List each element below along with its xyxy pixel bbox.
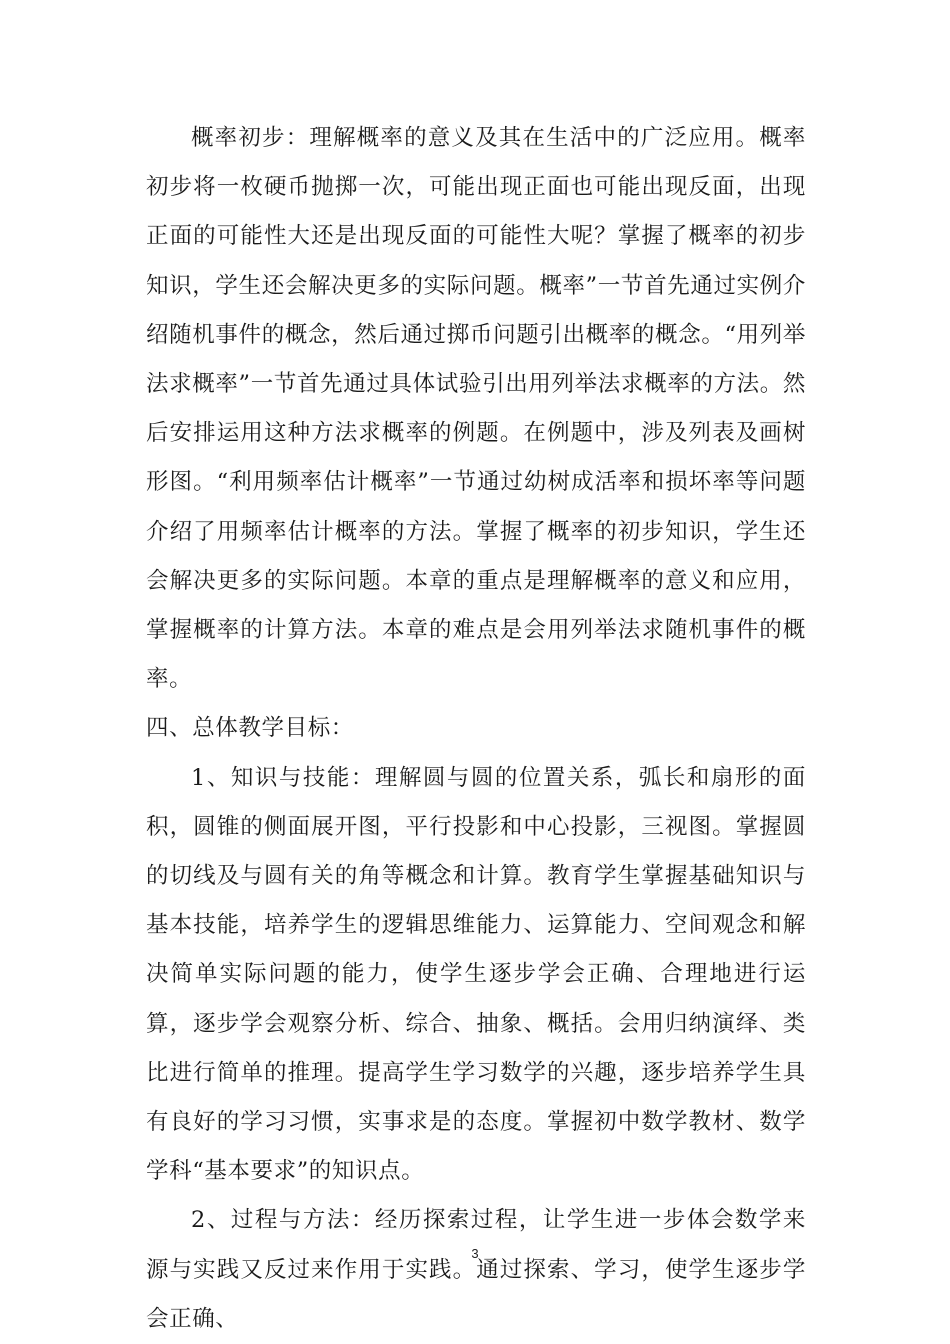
page-number: 3: [471, 1246, 479, 1261]
document-body: [146, 114, 806, 1344]
paragraph-probability-intro: 概率初步：理解概率的意义及其在生活中的广泛应用。概率初步将一枚硬币抛掷一次，可能出现正面也可能出现反面，出现正面的可能性大还是出现反面的可能性大呢？掌握了概率的初步知识，学生还会解决更多的实际问题。概率”一节首先通过实例介绍随机事件的概念，然后通过掷币问题引出概率的概念。“用列举法求概率”一节首先通过具体试验引出用列举法求概率的方法。然后安排运用这种方法求概率的例题。在例题中，涉及列表及画树形图。“利用频率估计概率”一节通过幼树成活率和损坏率等问题介绍了用频率估计概率的方法。掌握了概率的初步知识，学生还会解决更多的实际问题。本章的重点是理解概率的意义和应用，掌握概率的计算方法。本章的难点是会用列举法求随机事件的概率。: [146, 125, 806, 693]
section-heading-teaching-goals: 四、总体教学目标：: [146, 715, 354, 742]
paragraph-knowledge-skills: 1、知识与技能：理解圆与圆的位置关系，弧长和扇形的面积，圆锥的侧面展开图，平行投影和中心投影，三视图。掌握圆的切线及与圆有关的角等概念和计算。教育学生掌握基础知识与基本技能，培养学生的逻辑思维能力、运算能力、空间观念和解决简单实际问题的能力，使学生逐步学会正确、合理地进行运算，逐步学会观察分析、综合、抽象、概括。会用归纳演绎、类比进行简单的推理。提高学生学习数学的兴趣，逐步培养学生具有良好的学习习惯，实事求是的态度。掌握初中数学教材、数学学科“基本要求”的知识点。: [146, 764, 806, 1185]
paragraph-process-methods: 2、过程与方法：经历探索过程，让学生进一步体会数学来源与实践又反过来作用于实践。通过探索、学习，使学生逐步学会正确、: [146, 1207, 806, 1332]
